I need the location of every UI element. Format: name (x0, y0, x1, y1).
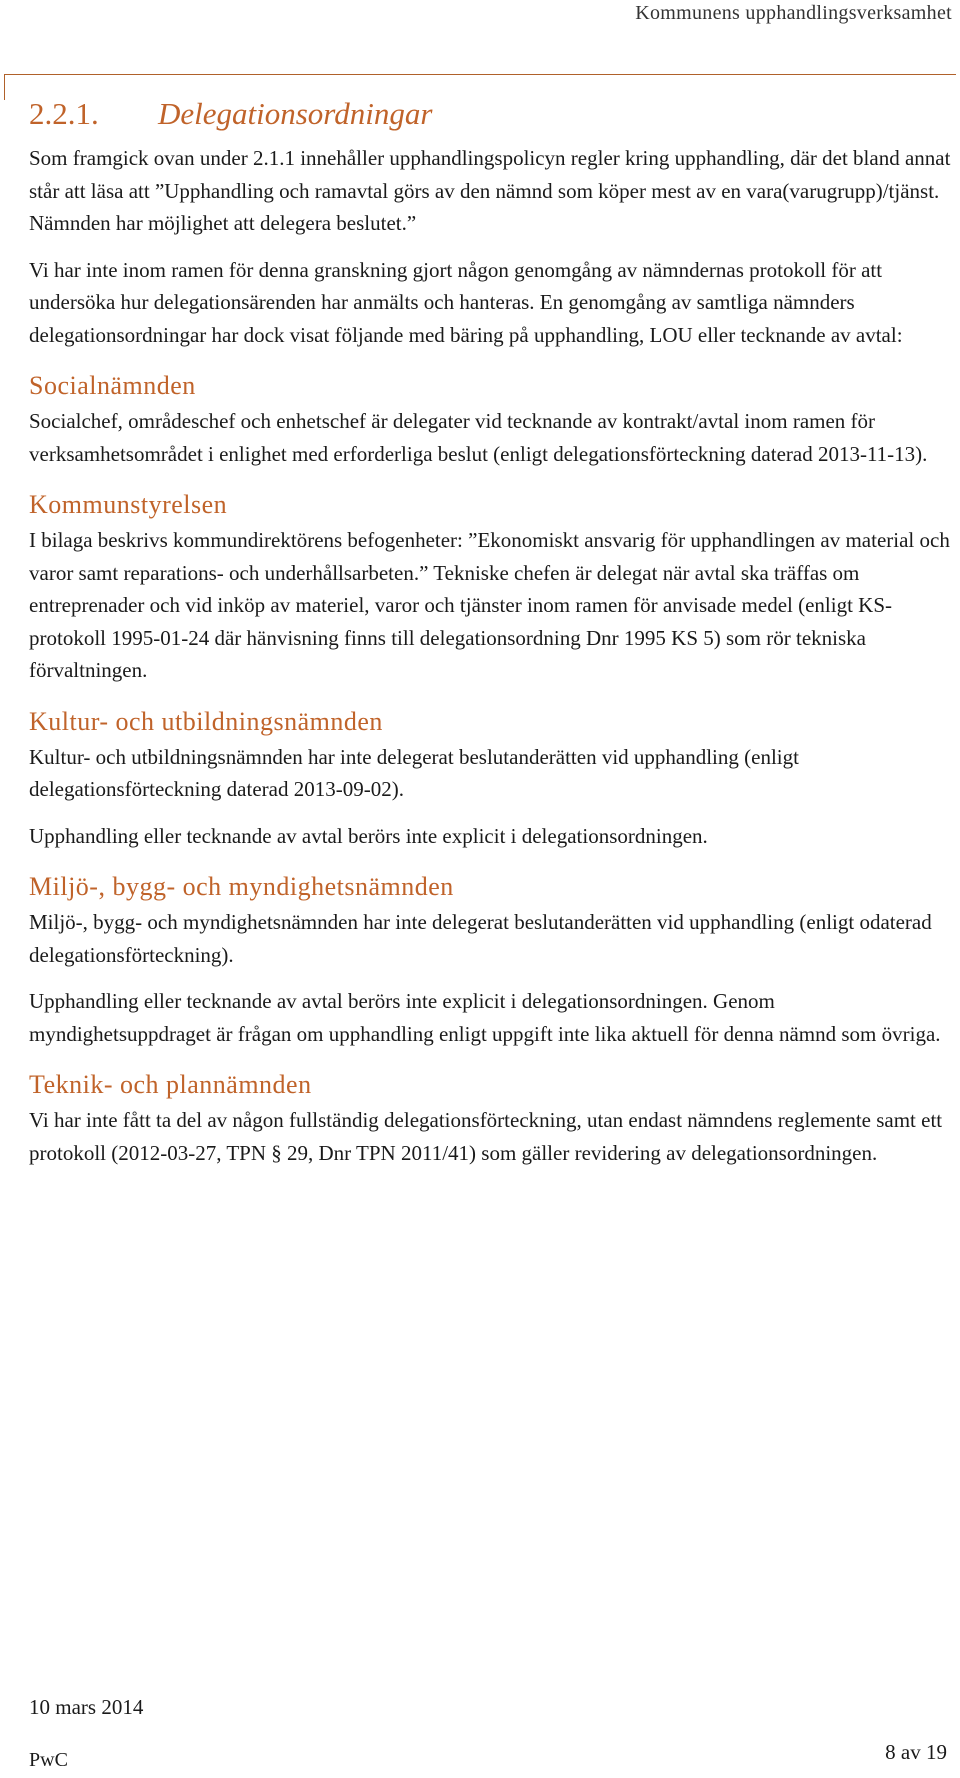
subheading-miljo-bygg: Miljö-, bygg- och myndighetsnämnden (29, 872, 454, 901)
paragraph-kommunstyrelsen: I bilaga beskrivs kommundirektörens befogenheter: ”Ekonomiskt ansvarig för upphandlingen av material och varor samt reparations- och underhållsarbeten.” Tekniske chefen är delegat när avtal ska träffas om entreprenader och vid inköp av materiel, varor och tjänster inom ramen för anvisade medel (enligt KS-protokoll 1995-01-24 där hänvisning finns till delegationsordning Dnr 1995 KS 5) som rör tekniska förvaltningen. (29, 528, 950, 682)
running-header-title: Kommunens upphandlingsverksamhet (635, 2, 952, 24)
paragraph-kultur-utbildning-2: Upphandling eller tecknande av avtal berörs inte explicit i delegationsordningen. (29, 823, 708, 848)
header-rule (4, 74, 956, 75)
section-heading (29, 96, 954, 132)
intro-paragraph-2: Vi har inte inom ramen för denna granskning gjort någon genomgång av nämndernas protokoll för att undersöka hur delegationsärenden har anmälts och hanteras. En genomgång av samtliga nämnders delegationsordningar har dock visat följande med bäring på upphandling, LOU eller tecknande av avtal: (29, 257, 903, 347)
subheading-teknik-plan: Teknik- och plannämnden (29, 1070, 312, 1099)
paragraph-socialnamnden: Socialchef, områdeschef och enhetschef är delegater vid tecknande av kontrakt/avtal inom ramen för verksamhetsområdet i enlighet med erforderliga beslut (enligt delegationsförteckning daterad 2013-11-13). (29, 409, 928, 466)
footer-organization: PwC (29, 1749, 68, 1771)
footer-date: 10 mars 2014 (29, 1695, 144, 1719)
section-number: 2.2.1. (29, 96, 99, 131)
subheading-socialnamnden: Socialnämnden (29, 371, 196, 400)
paragraph-miljo-bygg-2: Upphandling eller tecknande av avtal berörs inte explicit i delegationsordningen. Genom myndighetsuppdraget är frågan om upphandling enligt uppgift inte lika aktuell för denna nämnd som övriga. (29, 989, 941, 1046)
paragraph-teknik-plan: Vi har inte fått ta del av någon fullständig delegationsförteckning, utan endast nämndens reglemente samt ett protokoll (2012-03-27, TPN § 29, Dnr TPN 2011/41) som gäller revidering av delegationsordningen. (29, 1108, 943, 1165)
intro-paragraph-1: Som framgick ovan under 2.1.1 innehåller upphandlingspolicyn regler kring upphandling, där det bland annat står att läsa att ”Upphandling och ramavtal görs av den nämnd som köper mest av en vara(varugrupp)/tjänst. Nämnden har möjlighet att delegera beslutet.” (29, 146, 951, 235)
paragraph-miljo-bygg-1: Miljö-, bygg- och myndighetsnämnden har inte delegerat beslutanderätten vid upphandling (enligt odaterad delegationsförteckning). (29, 910, 932, 967)
subheading-kommunstyrelsen: Kommunstyrelsen (29, 490, 228, 519)
paragraph-kultur-utbildning-1: Kultur- och utbildningsnämnden har inte delegerat beslutanderätten vid upphandling (enligt delegationsförteckning daterad 2013-09-02). (29, 744, 799, 801)
page-body (29, 96, 954, 1169)
subheading-kultur-utbildning: Kultur- och utbildningsnämnden (29, 706, 383, 736)
page-number: 8 av 19 (885, 1740, 947, 1764)
header-rule-corner (4, 74, 5, 100)
section-title: Delegationsordningar (158, 96, 433, 131)
